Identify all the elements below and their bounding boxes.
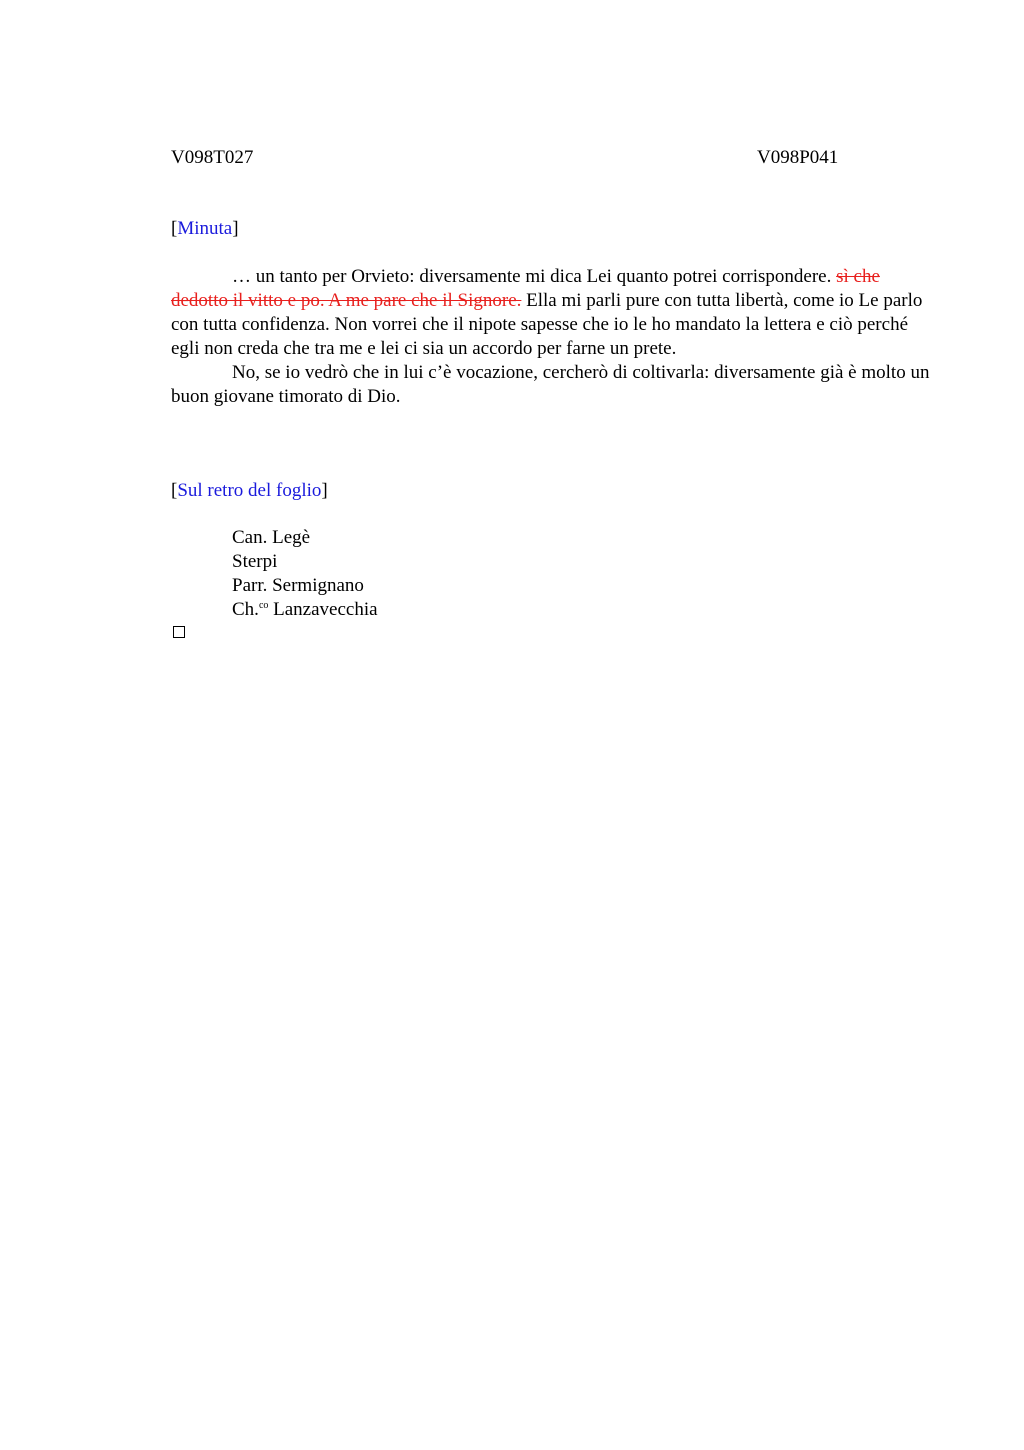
paragraph-1-start: … un tanto per Orvieto: diversamente mi dica Lei quanto potrei corrispondere. (232, 266, 832, 287)
paragraph-1 (171, 265, 931, 361)
name-item: Can. Legè (232, 527, 311, 548)
struck-text: sì che dedotto il vitto e po. A me pare che il Signore. (171, 266, 880, 311)
name-item: Parr. Sermignano (232, 575, 364, 596)
name-rest: Lanzavecchia (268, 599, 378, 620)
name-item: Sterpi (232, 551, 278, 572)
minuta-label: [Minuta] (171, 218, 239, 239)
paragraph-2: No, se io vedrò che in lui c’è vocazione, cercherò di coltivarla: diversamente già è molto un buon giovane timorato di Dio. (171, 362, 930, 407)
minuta-label-text: Minuta (177, 218, 233, 239)
name-prefix: Ch. (232, 599, 259, 620)
letter-body (171, 265, 931, 409)
document-code-right: V098P041 (757, 147, 839, 168)
paragraph-1-end: Ella mi parli pure con tutta libertà, come io Le parlo con tutta confidenza. Non vorrei che il nipote sapesse che io le ho mandato la lettera e ciò perché egli non creda che tra me e lei ci sia un accordo per farne un prete. (171, 290, 923, 359)
name-superscript: co (258, 600, 269, 611)
names-list (232, 526, 378, 622)
retro-label: [Sul retro del foglio] (171, 480, 328, 501)
empty-box-icon (173, 626, 185, 638)
retro-label-text: Sul retro del foglio (177, 480, 322, 501)
name-item (232, 598, 378, 622)
document-code-left: V098T027 (171, 147, 254, 168)
